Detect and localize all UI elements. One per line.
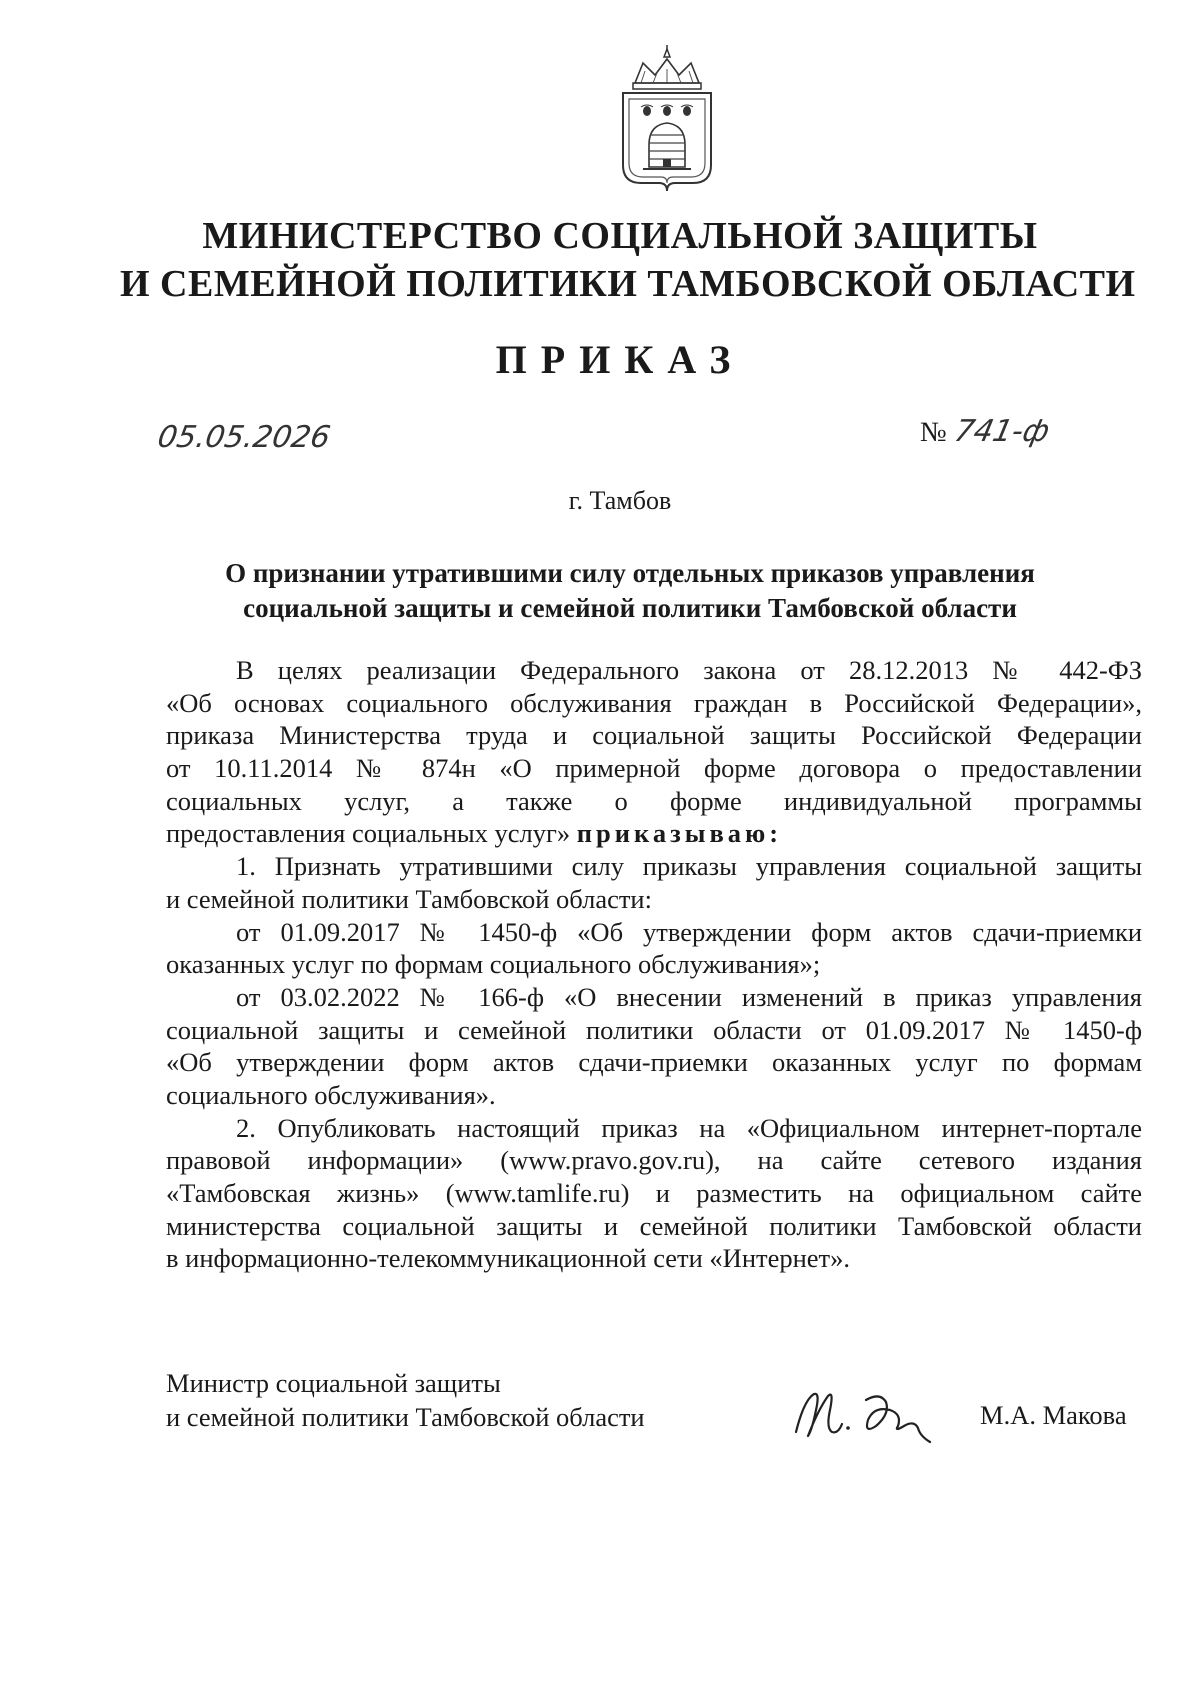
item1-line: 1. Признать утратившими силу приказы управления социальной защиты (236, 851, 1142, 882)
body-line (166, 817, 1142, 850)
handwritten-date: 05.05.2026 (154, 420, 333, 455)
signer-position-line2: и семейной политики Тамбовской области (166, 1402, 645, 1432)
ministry-name (120, 212, 1136, 308)
body-line: от 10.11.2014 № 874н «О примерной форме договора о предоставлении (166, 753, 1142, 784)
item1-line: и семейной политики Тамбовской области: (166, 883, 652, 914)
body-line-text: предоставления социальных услуг» (166, 818, 571, 849)
signer-position (166, 1366, 645, 1434)
handwritten-number: 741-ф (950, 414, 1053, 449)
item2-line: 2. Опубликовать настоящий приказ на «Официальном интернет-портале (236, 1112, 1142, 1143)
document-type-title: ПРИКАЗ (495, 337, 745, 382)
handwritten-signature-icon (790, 1380, 950, 1450)
order-number (920, 414, 1053, 449)
subject-line2: социальной защиты и семейной политики Тамбовской области (243, 593, 1017, 623)
number-sign: № (920, 417, 947, 448)
item2-line: министерства социальной защиты и семейной политики Тамбовской области (166, 1210, 1142, 1241)
ministry-name-line1: МИНИСТЕРСТВО СОЦИАЛЬНОЙ ЗАЩИТЫ (202, 215, 1038, 257)
item1a-line: оказанных услуг по формам социального обслуживания»; (166, 949, 821, 980)
item2-line: в информационно-телекоммуникационной сети «Интернет». (166, 1243, 850, 1274)
item1b-line: от 03.02.2022 № 166-ф «О внесении изменений в приказ управления (236, 981, 1142, 1012)
item1b-line: «Об утверждении форм актов сдачи-приемки оказанных услуг по формам (166, 1047, 1142, 1078)
item1b-line: социального обслуживания». (166, 1079, 496, 1110)
order-body (166, 654, 1142, 1275)
order-keyword: приказываю: (576, 818, 783, 849)
tambov-coat-of-arms-icon (613, 45, 721, 195)
body-line: социальных услуг, а также о форме индивидуальной программы (166, 785, 1142, 816)
ministry-name-line2: И СЕМЕЙНОЙ ПОЛИТИКИ ТАМБОВСКОЙ ОБЛАСТИ (120, 263, 1136, 305)
order-subject (170, 556, 1090, 626)
signer-name: М.А. Макова (980, 1400, 1127, 1430)
body-line: «Об основах социального обслуживания граждан в Российской Федерации», (166, 687, 1142, 718)
body-line: приказа Министерства труда и социальной защиты Российской Федерации (166, 720, 1142, 751)
item2-line: правовой информации» (www.pravo.gov.ru), на сайте сетевого издания (166, 1145, 1142, 1176)
subject-line1: О признании утратившими силу отдельных приказов управления (225, 558, 1035, 588)
body-line: В целях реализации Федерального закона от 28.12.2013 № 442-ФЗ (236, 655, 1142, 685)
signer-position-line1: Министр социальной защиты (166, 1368, 501, 1398)
item1a-line: от 01.09.2017 № 1450-ф «Об утверждении форм актов сдачи-приемки (236, 916, 1142, 947)
item2-line: «Тамбовская жизнь» (www.tamlife.ru) и разместить на официальном сайте (166, 1178, 1142, 1208)
city: г. Тамбов (568, 486, 672, 515)
item1b-line: социальной защиты и семейной политики области от 01.09.2017 № 1450-ф (166, 1014, 1142, 1045)
